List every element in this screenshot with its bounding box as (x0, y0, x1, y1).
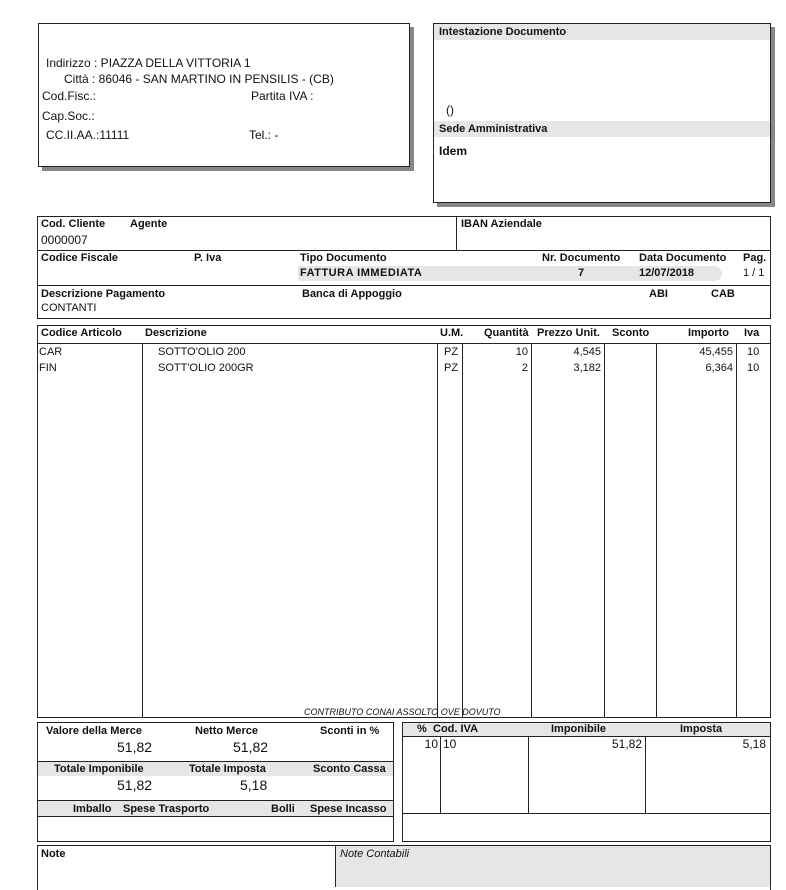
data-doc-value: 12/07/2018 (639, 267, 695, 279)
row1-qty: 10 (515, 346, 528, 358)
row2-qty: 2 (521, 362, 528, 374)
row2-price: 3,182 (573, 362, 601, 374)
col-sconto: Sconto (612, 327, 650, 339)
totale-imposta-label: Totale Imposta (189, 763, 266, 775)
spese-trasporto-label: Spese Trasporto (123, 803, 210, 815)
col-um: U.M. (440, 327, 464, 339)
col-quantita: Quantità (484, 327, 529, 339)
banca-label: Banca di Appoggio (302, 288, 402, 300)
iva-imponibile-label: Imponibile (551, 723, 606, 735)
company-cciaa: CC.II.AA.:11111 (46, 128, 130, 142)
iva-cod-value: 10 (443, 737, 457, 751)
note-contabili-label: Note Contabili (340, 848, 410, 860)
piva-label: P. Iva (194, 252, 222, 264)
note-label: Note (41, 848, 66, 860)
cod-cliente-label: Cod. Cliente (41, 218, 106, 230)
row1-price: 4,545 (573, 346, 601, 358)
bolli-label: Bolli (271, 803, 295, 815)
pag-value: 1 / 1 (743, 267, 765, 279)
sede-title: Sede Amministrativa (439, 123, 548, 135)
sconti-label: Sconti in % (320, 725, 380, 737)
data-doc-label: Data Documento (639, 252, 727, 264)
pag-label: Pag. (743, 252, 767, 264)
totale-imponibile-value: 51,82 (117, 777, 153, 793)
row2-desc: SOTT'OLIO 200GR (158, 362, 254, 374)
totals-box (37, 722, 394, 842)
cab-label: CAB (711, 288, 735, 300)
company-city: Città : 86046 - SAN MARTINO IN PENSILIS - (CB) (64, 72, 334, 86)
cod-cliente-value: 0000007 (41, 233, 88, 247)
company-partita-iva: Partita IVA : (251, 89, 314, 103)
items-table (37, 325, 771, 718)
row2-iva: 10 (747, 362, 760, 374)
totale-imponibile-label: Totale Imponibile (54, 763, 144, 775)
sconto-cassa-label: Sconto Cassa (313, 763, 386, 775)
row1-code: CAR (39, 346, 63, 358)
col-prezzo: Prezzo Unit. (537, 327, 600, 339)
nr-doc-label: Nr. Documento (542, 252, 621, 264)
tipo-doc-label: Tipo Documento (300, 252, 387, 264)
col-importo: Importo (688, 327, 729, 339)
abi-label: ABI (649, 288, 668, 300)
imballo-label: Imballo (73, 803, 112, 815)
valore-merce-value: 51,82 (117, 739, 153, 755)
conai-note: CONTRIBUTO CONAI ASSOLTO OVE DOVUTO (304, 707, 501, 717)
netto-merce-value: 51,82 (233, 739, 269, 755)
totale-imposta-value: 5,18 (240, 777, 268, 793)
row1-iva: 10 (747, 346, 760, 358)
row2-code: FIN (39, 362, 57, 374)
company-tel: Tel.: - (249, 128, 279, 142)
agente-label: Agente (130, 218, 168, 230)
valore-merce-label: Valore della Merce (46, 725, 142, 737)
iva-imposta-value: 5,18 (742, 737, 766, 751)
row1-um: PZ (444, 346, 459, 358)
desc-pagamento-value: CONTANTI (41, 302, 97, 314)
iva-perc-value: 10 (424, 737, 438, 751)
row1-desc: SOTTO'OLIO 200 (158, 346, 246, 358)
company-cap-soc: Cap.Soc.: (42, 109, 95, 123)
desc-pagamento-label: Descrizione Pagamento (41, 288, 166, 300)
row2-importo: 6,364 (705, 362, 733, 374)
row2-um: PZ (444, 362, 459, 374)
company-cod-fisc: Cod.Fisc.: (42, 89, 97, 103)
iva-cod-label: Cod. IVA (433, 723, 479, 735)
iva-imposta-label: Imposta (680, 723, 723, 735)
intestazione-box (433, 23, 771, 203)
col-codice: Codice Articolo (41, 327, 122, 339)
iban-label: IBAN Aziendale (461, 218, 542, 230)
intestazione-parens: () (446, 103, 454, 117)
tipo-doc-value: FATTURA IMMEDIATA (300, 267, 423, 279)
row1-importo: 45,455 (699, 346, 733, 358)
nr-doc-value: 7 (578, 267, 585, 279)
company-address: Indirizzo : PIAZZA DELLA VITTORIA 1 (46, 56, 251, 70)
col-descrizione: Descrizione (145, 327, 207, 339)
intestazione-title: Intestazione Documento (439, 26, 567, 38)
codice-fiscale-label: Codice Fiscale (41, 252, 119, 264)
netto-merce-label: Netto Merce (195, 725, 258, 737)
spese-incasso-label: Spese Incasso (310, 803, 387, 815)
iva-imponibile-value: 51,82 (611, 737, 642, 751)
iva-perc-label: % (417, 723, 427, 735)
sede-value: Idem (439, 144, 468, 158)
col-iva: Iva (744, 327, 760, 339)
